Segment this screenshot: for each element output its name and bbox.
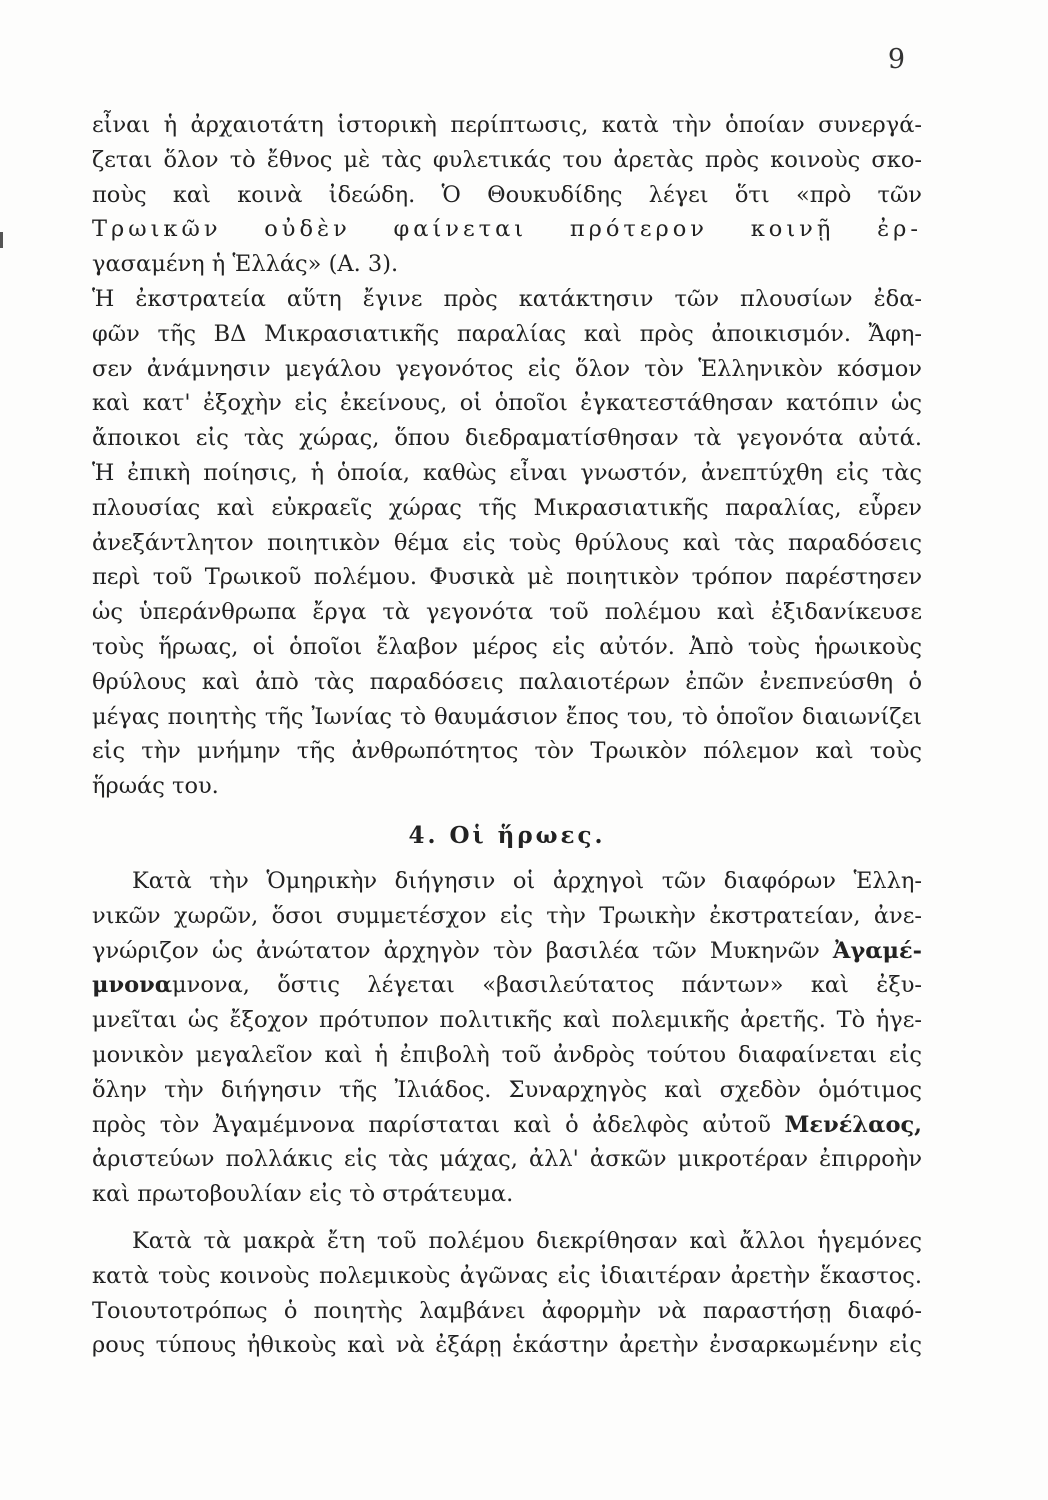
- text-line: μονικὸν μεγαλεῖον καὶ ἡ ἐπιβολὴ τοῦ ἀνδρὸς τούτου διαφαίνεται εἰς: [92, 1041, 922, 1068]
- text-run: πρὸς τὸν Ἀγαμέμνονα παρίσταται καὶ ὁ ἀδελφὸς αὐτοῦ: [92, 1111, 771, 1138]
- text-line: Κατὰ τὴν Ὁμηρικὴν διήγησιν οἱ ἀρχηγοὶ τῶν διαφόρων Ἑλλη-: [132, 867, 922, 894]
- page-number: 9: [887, 44, 905, 75]
- text-line: γασαμένη ἡ Ἑλλάς» (Α. 3).: [92, 251, 399, 278]
- text-line: περὶ τοῦ Τρωικοῦ πολέμου. Φυσικὰ μὲ ποιητικὸν τρόπον παρέστησεν: [92, 564, 922, 591]
- text-line: ἄποικοι εἰς τὰς χώρας, ὅπου διεδραματίσθησαν τὰ γεγονότα αὐτά.: [92, 425, 922, 452]
- paragraph-3: [92, 456, 922, 804]
- text-line: ἀνεξάντλητον ποιητικὸν θέμα εἰς τοὺς θρύλους καὶ τὰς παραδόσεις: [92, 529, 922, 556]
- text-line: εἶναι ἡ ἀρχαιοτάτη ἱστορικὴ περίπτωσις, κατὰ τὴν ὁποίαν συνεργά-: [92, 112, 922, 138]
- section-heading: 4. Οἱ ἥρωες.: [408, 821, 606, 849]
- text-line: Ἡ ἐπικὴ ποίησις, ἡ ὁποία, καθὼς εἶναι γνωστόν, ἀνεπτύχθη εἰς τὰς: [92, 459, 922, 486]
- text-line: εἰς τὴν μνήμην τῆς ἀνθρωπότητος τὸν Τρωικὸν πόλεμον καὶ τοὺς: [92, 738, 922, 765]
- text-line: Τρωικῶν οὐδὲν φαίνεται πρότερον κοινῇ ἐρ-: [92, 216, 922, 243]
- text-line: ζεται ὅλον τὸ ἔθνος μὲ τὰς φυλετικάς του ἀρετὰς πρὸς κοινοὺς σκο-: [92, 146, 922, 173]
- bold-name-agamemnon-cont: μνονα: [92, 972, 173, 999]
- text-run: γνώριζον ὡς ἀνώτατον ἀρχηγὸν τὸν βασιλέα τῶν Μυκηνῶν: [92, 937, 820, 964]
- text-line: ἥρωάς του.: [92, 773, 219, 800]
- text-line: ὡς ὑπεράνθρωπα ἔργα τὰ γεγονότα τοῦ πολέμου καὶ ἐξιδανίκευσε: [92, 599, 922, 626]
- text-line: τοὺς ἥρωας, οἱ ὁποῖοι ἔλαβον μέρος εἰς αὐτόν. Ἀπὸ τοὺς ἡρωικοὺς: [92, 633, 922, 660]
- paragraph-1: [92, 108, 922, 282]
- paragraph-4: [92, 864, 922, 1212]
- body-text: [92, 108, 922, 1363]
- text-line: Τοιουτοτρόπως ὁ ποιητὴς λαμβάνει ἀφορμὴν νὰ παραστήσῃ διαφό-: [92, 1297, 922, 1324]
- margin-mark: [0, 232, 3, 248]
- text-line: θρύλους καὶ ἀπὸ τὰς παραδόσεις παλαιοτέρων ἐπῶν ἐνεπνεύσθη ὁ: [92, 668, 922, 695]
- text-line: Ἡ ἐκστρατεία αὕτη ἔγινε πρὸς κατάκτησιν τῶν πλουσίων ἐδα-: [92, 285, 922, 312]
- paragraph-5: [92, 1224, 922, 1363]
- bold-name-menelaos: Μενέλαος,: [784, 1111, 922, 1138]
- text-line: καὶ πρωτοβουλίαν εἰς τὸ στράτευμα.: [92, 1181, 514, 1208]
- text-line: καὶ κατ' ἐξοχὴν εἰς ἐκείνους, οἱ ὁποῖοι ἐγκατεστάθησαν κατόπιν ὡς: [92, 390, 922, 417]
- text-line: Κατὰ τὰ μακρὰ ἔτη τοῦ πολέμου διεκρίθησαν καὶ ἄλλοι ἡγεμόνες: [132, 1227, 922, 1254]
- paragraph-2: [92, 282, 922, 456]
- text-line: μνεῖται ὡς ἔξοχον πρότυπον πολιτικῆς καὶ πολεμικῆς ἀρετῆς. Τὸ ἡγε-: [92, 1007, 922, 1034]
- text-line: πλουσίας καὶ εὐκραεῖς χώρας τῆς Μικρασιατικῆς παραλίας, εὗρεν: [92, 494, 922, 521]
- text-line: ὅλην τὴν διήγησιν τῆς Ἰλιάδος. Συναρχηγὸς καὶ σχεδὸν ὁμότιμος: [92, 1076, 922, 1103]
- text-line: νικῶν χωρῶν, ὅσοι συμμετέσχον εἰς τὴν Τρωικὴν ἐκστρατείαν, ἀνε-: [92, 902, 922, 929]
- text-line-mixed: [92, 968, 922, 1003]
- text-line: μέγας ποιητὴς τῆς Ἰωνίας τὸ θαυμάσιον ἔπος του, τὸ ὁποῖον διαιωνίζει: [92, 703, 922, 730]
- text-line: ποὺς καὶ κοινὰ ἰδεώδη. Ὁ Θουκυδίδης λέγει ὅτι «πρὸ τῶν: [92, 181, 922, 208]
- bold-name-agamemnon: Ἀγαμέ-: [832, 937, 922, 964]
- text-line: σεν ἀνάμνησιν μεγάλου γεγονότος εἰς ὅλον τὸν Ἑλληνικὸν κόσμον: [92, 355, 922, 382]
- text-line: φῶν τῆς ΒΔ Μικρασιατικῆς παραλίας καὶ πρὸς ἀποικισμόν. Ἄφη-: [92, 320, 922, 347]
- text-line-mixed: [92, 934, 922, 969]
- text-line: κατὰ τοὺς κοινοὺς πολεμικοὺς ἀγῶνας εἰς ἰδιαιτέραν ἀρετὴν ἕκαστος.: [92, 1262, 922, 1289]
- text-run: μνονα, ὅστις λέγεται «βασιλεύτατος πάντων» καὶ ἐξυ-: [172, 972, 922, 999]
- text-line: ρους τύπους ἠθικοὺς καὶ νὰ ἐξάρῃ ἑκάστην ἀρετὴν ἐνσαρκωμένην εἰς: [92, 1332, 922, 1359]
- text-line-mixed: [92, 1108, 922, 1143]
- text-line: ἀριστεύων πολλάκις εἰς τὰς μάχας, ἀλλ' ἀσκῶν μικροτέραν ἐπιρροὴν: [92, 1146, 922, 1173]
